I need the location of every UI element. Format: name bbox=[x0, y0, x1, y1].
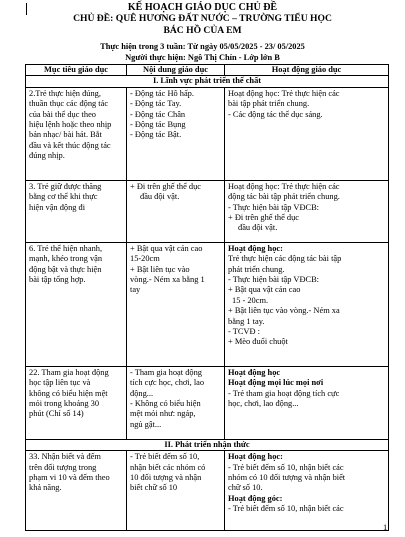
section-title: II. Phát triển nhận thức bbox=[26, 439, 389, 450]
cell-line: 15 - 20cm. bbox=[232, 295, 269, 305]
cell-line: bài tập phát triển chung. bbox=[228, 99, 310, 109]
cell-line: + Đi trên ghế thể dục bbox=[130, 181, 202, 191]
cell-line: - Động tác Chân bbox=[130, 109, 186, 119]
page-number: 1 bbox=[383, 522, 388, 532]
table-header-row bbox=[26, 65, 389, 76]
cell-line: động bật và thực hiện bbox=[29, 264, 102, 274]
cell-line: thuần thục các động tác bbox=[29, 99, 109, 109]
cell-line: vòng.- Ném xa bằng 1 bbox=[130, 275, 205, 285]
cell-line: trên đối tượng trong bbox=[29, 462, 97, 472]
doc-period: Thực hiện trong 3 tuần: Từ ngày 05/05/2025 - 23/ 05/2025 bbox=[100, 42, 305, 51]
cell-line: - Các động tác thể dục sáng. bbox=[228, 109, 323, 119]
cell-line: Hoạt động học: Trẻ thực hiện các bbox=[228, 181, 340, 191]
cell-line: 33. Nhận biết và đếm bbox=[29, 452, 101, 462]
activity-cell bbox=[225, 180, 389, 242]
cell-line: của bài thể dục theo bbox=[29, 109, 96, 119]
cell-line: bài tập tổng hợp. bbox=[29, 275, 86, 285]
section-title: I. Lĩnh vực phát triển thể chất bbox=[26, 76, 389, 87]
content-cell bbox=[127, 451, 225, 531]
cell-line: mệt mỏi như: ngáp, bbox=[130, 409, 196, 419]
column-header: Hoạt động giáo dục bbox=[225, 65, 389, 76]
cell-line: 6. Trẻ thể hiện nhanh, bbox=[29, 243, 103, 253]
cell-line: - TCVĐ : bbox=[228, 327, 260, 337]
cell-line: + Bật qua vật cản cao bbox=[228, 285, 301, 295]
goal-cell bbox=[26, 180, 127, 242]
cell-line: - Trẻ biết đếm số 10, bbox=[130, 452, 200, 462]
cell-line: 22. Tham gia hoạt động bbox=[29, 367, 109, 377]
section-row bbox=[26, 439, 389, 450]
cell-line: + Bật liên tục vào vòng.- Ném xa bbox=[228, 306, 340, 316]
cell-line: mạnh, khéo trong vận bbox=[29, 254, 103, 264]
cell-line: hiệu lệnh hoặc theo nhịp bbox=[29, 120, 112, 130]
doc-subtopic: BÁC HỒ CỦA EM bbox=[163, 25, 242, 36]
doc-title: KẾ HOẠCH GIÁO DỤC CHỦ ĐỀ bbox=[127, 2, 278, 13]
cell-line: + Bật liên tục vào bbox=[130, 264, 190, 274]
table-row bbox=[26, 242, 389, 366]
cell-line: Trẻ thực hiện các động tác bài tập bbox=[228, 254, 342, 264]
cell-line: tích cực học, chơi, lao bbox=[130, 378, 205, 388]
cell-line: bằng cơ thể khi thực bbox=[29, 192, 98, 202]
cell-line: tay bbox=[130, 285, 141, 295]
cell-line: không có biểu hiện mệt bbox=[29, 388, 108, 398]
cell-line: 3. Trẻ giữ được thăng bbox=[29, 181, 102, 191]
plan-table bbox=[25, 64, 389, 531]
goal-cell bbox=[26, 242, 127, 366]
activity-cell bbox=[225, 87, 389, 180]
cell-line: 10 đối tượng và nhận bbox=[130, 473, 202, 483]
cell-line: khả năng. bbox=[29, 483, 62, 493]
cell-line: - Thực hiện bài tập VĐCB: bbox=[228, 202, 319, 212]
goal-cell bbox=[26, 451, 127, 531]
content-cell bbox=[127, 180, 225, 242]
content-cell bbox=[127, 366, 225, 439]
cell-line: phạm vi 10 và đếm theo bbox=[29, 473, 110, 483]
cell-line: + Mèo đuổi chuột bbox=[228, 337, 288, 347]
cell-line: học, chơi, lao động... bbox=[228, 399, 299, 409]
cell-line: chữ số 10. bbox=[228, 483, 263, 493]
cell-line: biết chữ số 10 bbox=[130, 483, 178, 493]
cell-line: - Động tác Bụng bbox=[130, 120, 186, 130]
cell-line: Hoạt động góc: bbox=[228, 493, 283, 503]
cell-line: - Động tác Bật. bbox=[130, 130, 182, 140]
cell-line: - Trẻ biết đếm số 10, nhận biết các bbox=[228, 504, 344, 514]
goal-cell bbox=[26, 87, 127, 180]
table-row bbox=[26, 366, 389, 439]
table-row bbox=[26, 180, 389, 242]
cell-line: + Đi trên ghế thể dục bbox=[228, 213, 300, 223]
cell-line: Hoạt động học: Trẻ thực hiện các bbox=[228, 88, 340, 98]
cell-line: Hoạt động học: bbox=[228, 243, 283, 253]
cell-line: đầu đội vật. bbox=[140, 192, 180, 202]
section-row bbox=[26, 76, 389, 87]
content-cell bbox=[127, 87, 225, 180]
cell-line: ngủ gật... bbox=[130, 419, 162, 429]
doc-topic: CHỦ ĐỀ: QUÊ HƯƠNG ĐẤT NƯỚC – TRƯỜNG TIỂU HỌC bbox=[73, 13, 332, 24]
cell-line: học tập liên tục và bbox=[29, 378, 91, 388]
cell-line: - Trẻ tham gia hoạt động tích cực bbox=[228, 388, 340, 398]
cell-line: Hoạt động mọi lúc mọi nơi bbox=[228, 378, 324, 388]
cell-line: động tác bài tập phát triển chung. bbox=[228, 192, 340, 202]
content-cell bbox=[127, 242, 225, 366]
cell-line: động... bbox=[130, 388, 154, 398]
cell-line: đầu và kết thúc động tác bbox=[29, 140, 111, 150]
cell-line: - Tham gia hoạt động bbox=[130, 367, 202, 377]
activity-cell bbox=[225, 242, 389, 366]
cell-line: 15-20cm bbox=[130, 254, 160, 264]
column-header: Nội dung giáo dục bbox=[127, 65, 225, 76]
activity-cell bbox=[225, 366, 389, 439]
doc-teacher: Người thực hiện: Ngô Thị Chín - Lớp lớn B bbox=[125, 53, 280, 62]
cell-line: + Bật qua vật cản cao bbox=[130, 243, 203, 253]
cell-line: bằng 1 tay. bbox=[228, 316, 265, 326]
cell-line: - Trẻ biết đếm số 10, nhận biết các bbox=[228, 462, 344, 472]
cell-line: - Động tác Tay. bbox=[130, 99, 182, 109]
cell-line: Hoạt động học: bbox=[228, 452, 283, 462]
cell-line: - Thực hiện bài tập VĐCB: bbox=[228, 275, 319, 285]
cell-line: bản nhạc/ bài hát. Bắt bbox=[29, 130, 102, 140]
goal-cell bbox=[26, 366, 127, 439]
cell-line: nhận biết các nhóm có bbox=[130, 462, 206, 472]
cell-line: - Không có biểu hiện bbox=[130, 399, 201, 409]
column-header: Mục tiêu giáo dục bbox=[26, 65, 127, 76]
cell-line: 2.Trẻ thực hiện đúng, bbox=[29, 88, 101, 98]
cell-line: mỏi trong khoảng 30 bbox=[29, 399, 100, 409]
cell-line: Hoạt động học bbox=[228, 367, 281, 377]
table-row bbox=[26, 451, 389, 531]
cell-line: phút (Chỉ số 14) bbox=[29, 409, 84, 419]
cell-line: hiện vận động đi bbox=[29, 202, 86, 212]
cell-line: đầu đội vật. bbox=[238, 223, 278, 233]
cell-line: nhóm có 10 đối tượng và nhận biết bbox=[228, 473, 346, 483]
table-row bbox=[26, 87, 389, 180]
cell-line: phát triển chung. bbox=[228, 264, 285, 274]
cell-line: đúng nhịp. bbox=[29, 151, 65, 161]
cell-line: - Động tác Hô hấp. bbox=[130, 88, 194, 98]
activity-cell bbox=[225, 451, 389, 531]
